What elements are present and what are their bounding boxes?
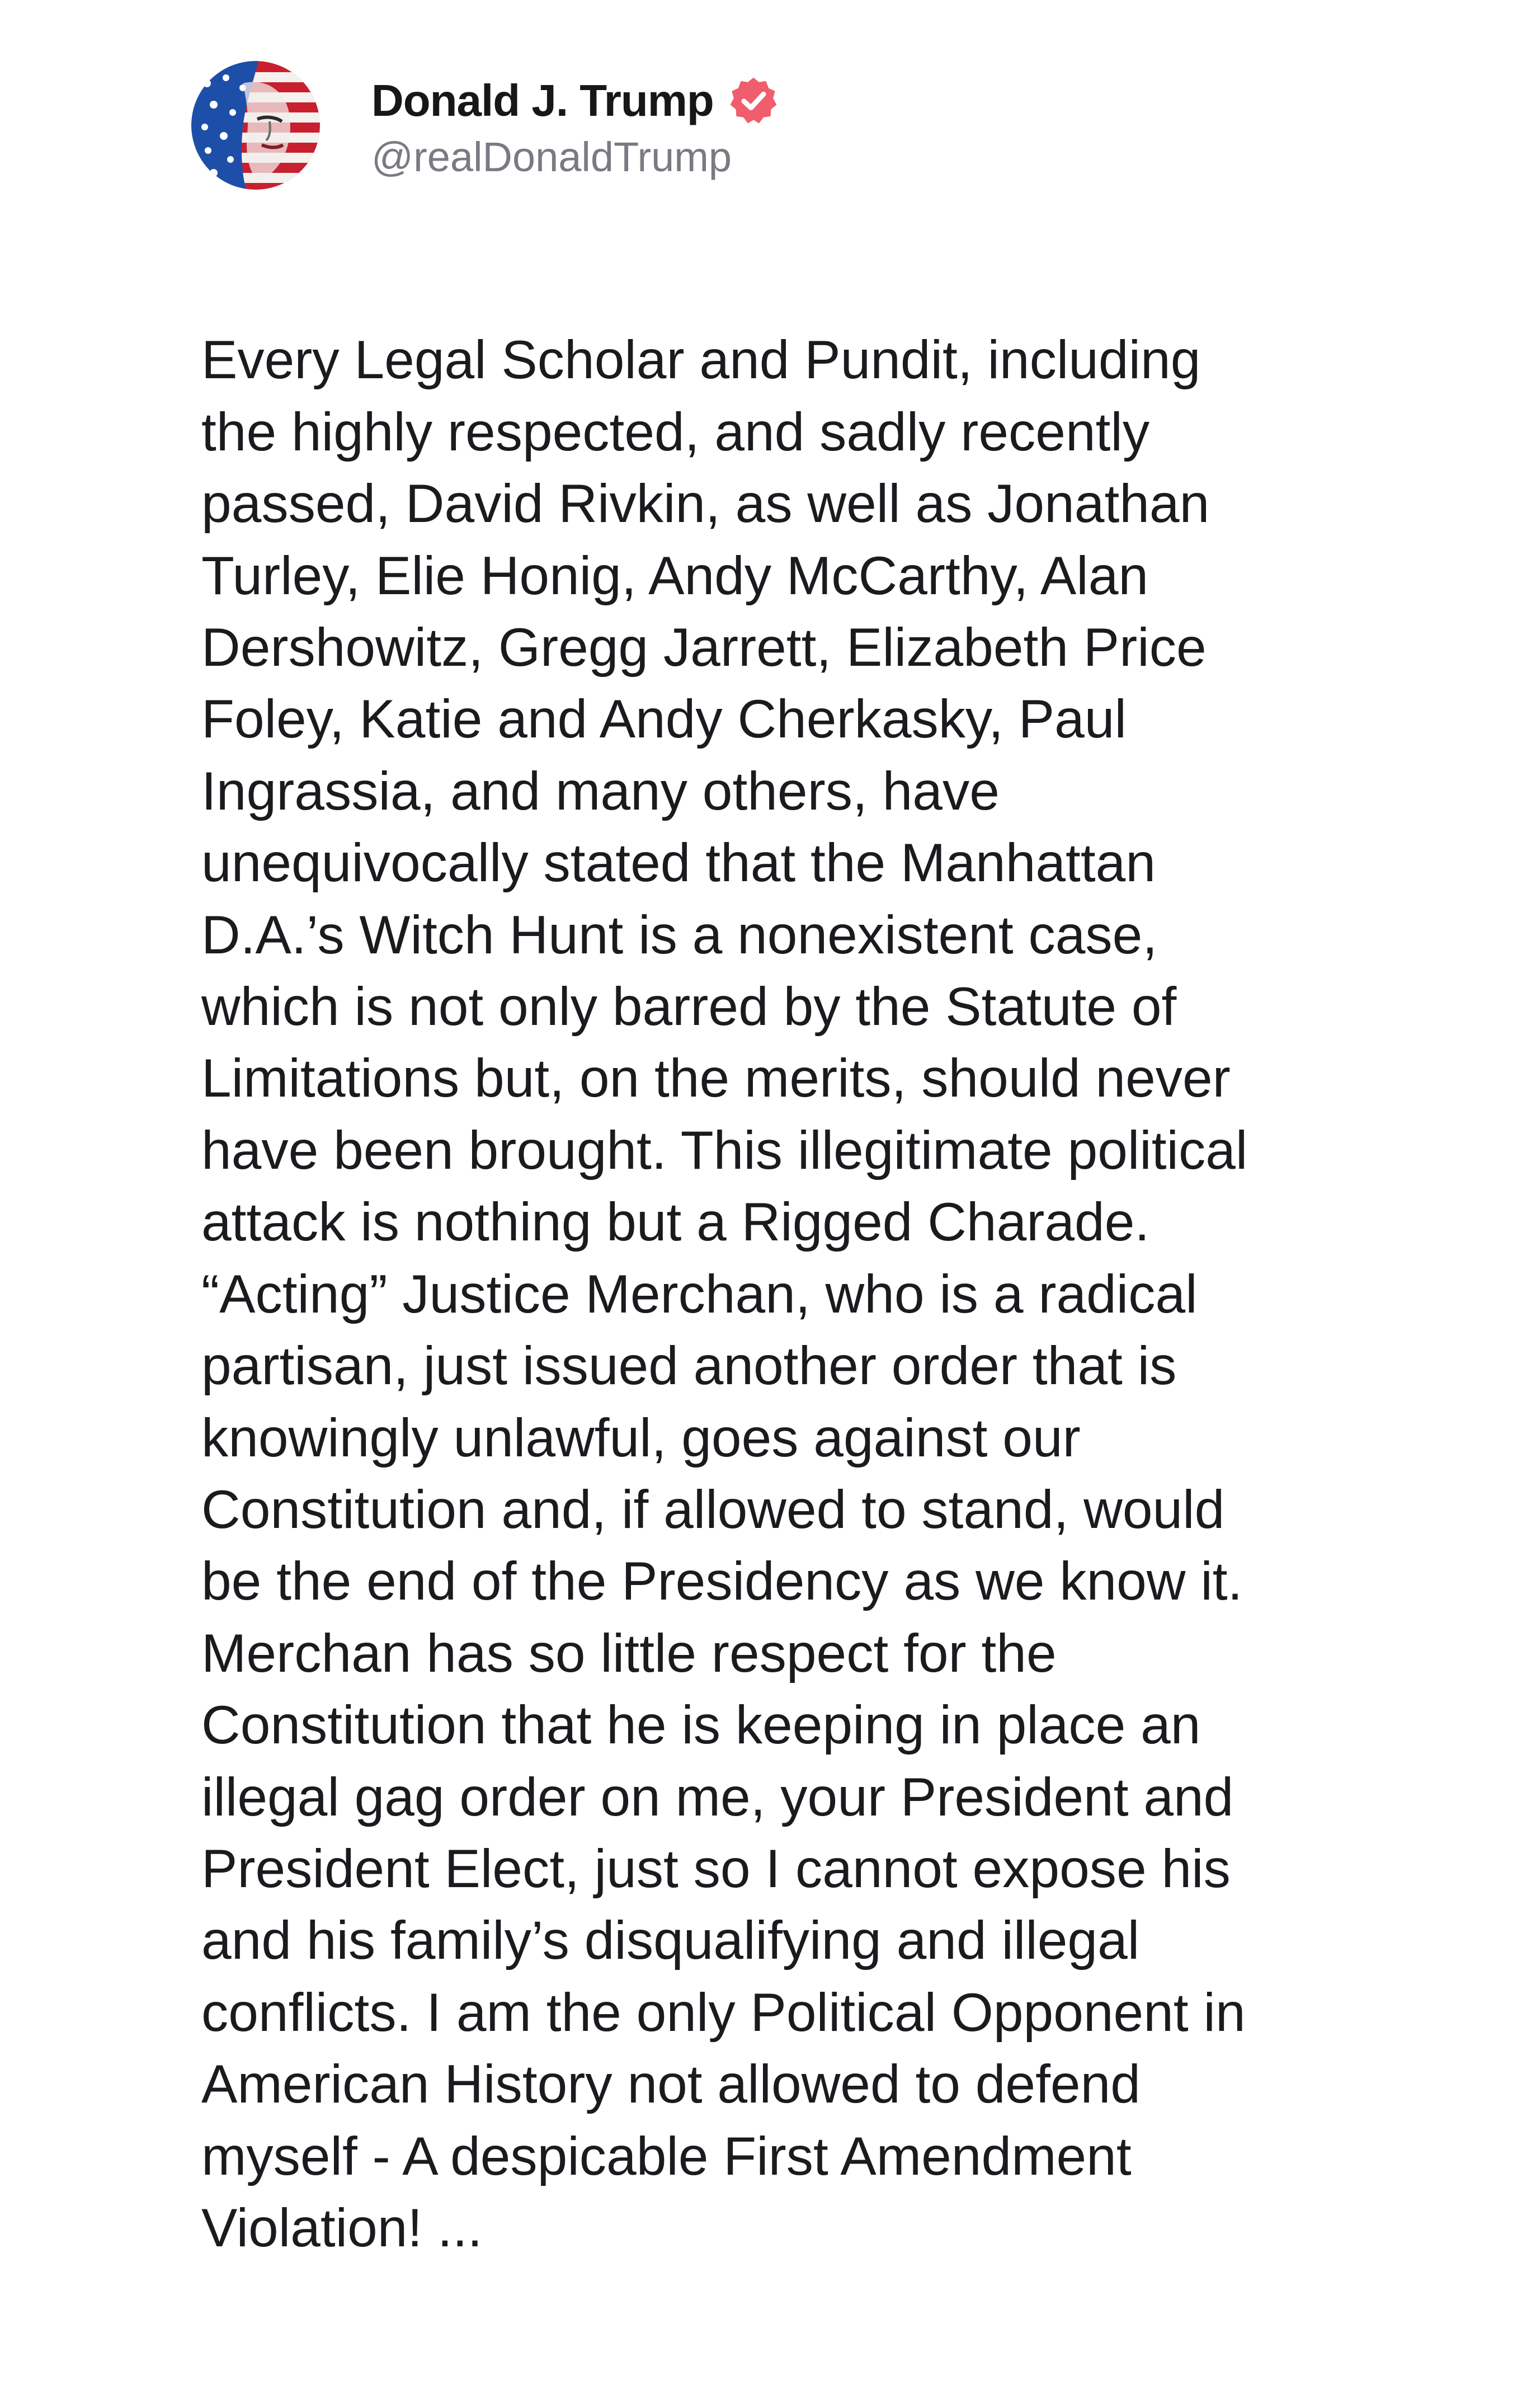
avatar-flag-face-icon (191, 61, 320, 190)
post-body-line: Ingrassia, and many others, have (201, 761, 1000, 821)
post-body-line: unequivocally stated that the Manhattan (201, 833, 1156, 893)
post-body-line: knowingly unlawful, goes against our (201, 1408, 1081, 1468)
verified-badge-icon (728, 76, 779, 126)
post-body-line: Every Legal Scholar and Pundit, including (201, 330, 1201, 391)
post-body-line: Foley, Katie and Andy Cherkasky, Paul (201, 689, 1127, 750)
post-body-line: myself - A despicable First Amendment (201, 2126, 1132, 2186)
post-body-line: Turley, Elie Honig, Andy McCarthy, Alan (201, 545, 1149, 606)
post-body-line: Constitution and, if allowed to stand, would (201, 1479, 1225, 1540)
post-body-line: Violation! ... (201, 2198, 483, 2258)
post-body-line: be the end of the Presidency as we know it. (201, 1551, 1243, 1612)
post-body-line: American History not allowed to defend (201, 2054, 1141, 2115)
post-body-line: “Acting” Justice Merchan, who is a radical (201, 1264, 1198, 1324)
author-name-row (371, 70, 779, 131)
post-body-line: have been brought. This illegitimate political (201, 1120, 1248, 1181)
post-body-line: conflicts. I am the only Political Opponent in (201, 1982, 1246, 2043)
author-display-name[interactable]: Donald J. Trump (371, 75, 714, 125)
post-body-line: illegal gag order on me, your President and (201, 1767, 1234, 1827)
post-body-line: Limitations but, on the merits, should never (201, 1048, 1231, 1109)
post-body-line: passed, David Rivkin, as well as Jonathan (201, 474, 1210, 534)
post-body-line: partisan, just issued another order that is (201, 1336, 1177, 1396)
post-body (201, 253, 1320, 2408)
post-body-line: attack is nothing but a Rigged Charade. (201, 1192, 1150, 1253)
post-body-line: and his family’s disqualifying and illegal (201, 1911, 1140, 1971)
author-handle[interactable]: @realDonaldTrump (371, 133, 732, 180)
post-body-line: the highly respected, and sadly recently (201, 402, 1150, 462)
post-body-line: which is not only barred by the Statute of (201, 977, 1177, 1037)
post-body-line: Constitution that he is keeping in place an (201, 1695, 1201, 1756)
post-body-line: Merchan has so little respect for the (201, 1623, 1057, 1683)
author-info (371, 70, 779, 181)
post-header (191, 59, 779, 191)
avatar[interactable] (191, 61, 320, 190)
post-body-line: President Elect, just so I cannot expose his (201, 1838, 1231, 1899)
post-body-line: Dershowitz, Gregg Jarrett, Elizabeth Price (201, 618, 1207, 678)
post-body-line: D.A.’s Witch Hunt is a nonexistent case, (201, 905, 1158, 965)
